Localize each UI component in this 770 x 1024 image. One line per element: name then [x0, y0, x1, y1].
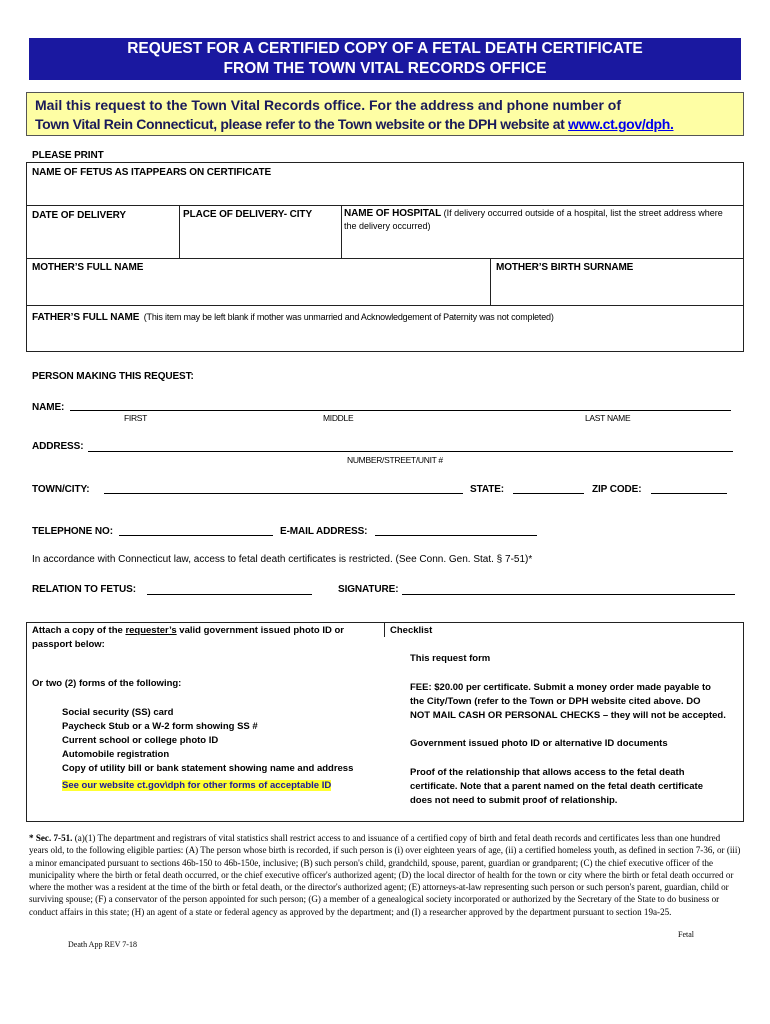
- place-of-delivery-label: PLACE OF DELIVERY- CITY: [183, 209, 313, 220]
- mail-notice-line-1: Mail this request to the Town Vital Records office. For the address and phone number of: [35, 97, 621, 113]
- signature-field[interactable]: [402, 594, 735, 595]
- name-of-fetus-label: NAME OF FETUS AS ITAPPEARS ON CERTIFICATE: [32, 167, 272, 178]
- state-label: STATE:: [470, 484, 505, 495]
- checklist-heading: Checklist: [390, 625, 433, 636]
- checklist-item-request-form: This request form: [410, 653, 491, 664]
- fee-line-3: NOT MAIL CASH OR PERSONAL CHECKS – they will not be accepted.: [410, 710, 726, 721]
- title-line-1: REQUEST FOR A CERTIFIED COPY OF A FETAL DEATH CERTIFICATE: [127, 40, 643, 57]
- attach-id-text-1: Attach a copy of the: [32, 625, 126, 636]
- revision-label-right: Fetal: [678, 930, 694, 939]
- list-item: Automobile registration: [62, 749, 170, 760]
- name-of-fetus-field[interactable]: [27, 180, 743, 204]
- relationship-line-1: Proof of the relationship that allows access to the fetal death: [410, 767, 685, 778]
- name-label: NAME:: [32, 402, 65, 413]
- name-of-hospital-label: NAME OF HOSPITAL: [344, 208, 442, 219]
- signature-label: SIGNATURE:: [338, 584, 399, 595]
- town-city-label: TOWN/CITY:: [32, 484, 90, 495]
- state-field[interactable]: [513, 493, 584, 494]
- telephone-label: TELEPHONE NO:: [32, 526, 113, 537]
- address-field[interactable]: [88, 451, 733, 452]
- attach-id-requester: requester’s: [125, 625, 177, 636]
- mothers-birth-surname-label: MOTHER’S BIRTH SURNAME: [496, 262, 634, 273]
- revision-label: Death App REV 7-18: [68, 940, 137, 949]
- last-name-caption: LAST NAME: [585, 413, 631, 423]
- dph-website-link[interactable]: www.ct.gov/dph.: [568, 116, 674, 132]
- mail-notice: [26, 92, 744, 136]
- mothers-full-name-label: MOTHER’S FULL NAME: [32, 262, 144, 273]
- name-field[interactable]: [70, 410, 731, 411]
- hospital-note: (If delivery occurred outside of a hospital, list the street address where the delivery occurred): [344, 208, 723, 231]
- mothers-full-name-field[interactable]: [27, 275, 488, 303]
- please-print-label: PLEASE PRINT: [32, 150, 104, 161]
- statute-section-label: * Sec. 7-51.: [29, 833, 73, 843]
- date-of-delivery-field[interactable]: [27, 222, 178, 256]
- mail-notice-line-2-pre: Town Vital Re: [35, 116, 121, 132]
- fathers-note: (This item may be left blank if mother was unmarried and Acknowledgement of Paternity was not completed): [143, 312, 554, 322]
- fee-line-1: FEE: $20.00 per certificate. Submit a money order made payable to: [410, 682, 711, 693]
- first-name-caption: FIRST: [124, 413, 148, 423]
- mothers-birth-surname-field[interactable]: [491, 275, 743, 303]
- list-item: Copy of utility bill or bank statement showing name and address: [62, 763, 354, 774]
- list-item: Paycheck Stub or a W-2 form showing SS #: [62, 721, 258, 732]
- name-of-hospital-field[interactable]: [341, 235, 743, 256]
- title-line-2: FROM THE TOWN VITAL RECORDS OFFICE: [223, 60, 547, 77]
- middle-name-caption: MIDDLE: [323, 413, 354, 423]
- acceptable-id-website-link[interactable]: See our website ct.gov\dph for other forms of acceptable ID: [62, 780, 332, 791]
- two-forms-label: Or two (2) forms of the following:: [32, 678, 182, 689]
- attach-id-text-3: passport below:: [32, 639, 105, 650]
- title-banner: [29, 38, 741, 80]
- relationship-line-2: certificate. Note that a parent named on the fetal death certificate: [410, 781, 703, 792]
- address-label: ADDRESS:: [32, 441, 84, 452]
- telephone-field[interactable]: [119, 535, 273, 536]
- list-item: Current school or college photo ID: [62, 735, 219, 746]
- email-label: E-MAIL ADDRESS:: [280, 526, 368, 537]
- zip-code-field[interactable]: [651, 493, 727, 494]
- zip-code-label: ZIP CODE:: [592, 484, 642, 495]
- fee-line-2: the City/Town (refer to the Town or DPH website cited above. DO: [410, 696, 701, 707]
- statute-text: (a)(1) The department and registrars of vital statistics shall restrict access to and issuance of a certified copy of birth and fetal death records and certificates less than one hundred years old, to the following eligible parties: (A) The person whose birth is recorded, if such person is (i) over eighteen years of age, (ii) a certified homeless youth, as defined in section 7-36, or (iii) a minor emancipated pursuant to sections 46b-150 to 46b-150e, inclusive; (B) such person's child, grandchild, spouse, parent, guardian or grandparent; (C) the chief executive officer of the municipality where the birth or fetal death occurred, or the chief executive officer's authorized agent; (D) the local director of health for the town or city where the birth or fetal death occurred or where the mother was a resident at the time of the birth or fetal death, or the director's authorized agent; (E) attorneys-at-law representing such person or such person's parent, guardian, child or surviving spouse; (F) a conservator of the person appointed for such person; (G) a member of a genealogical society incorporated or authorized by the Secretary of the State to do business or conduct affairs in this state; (H) an agent of a state or federal agency as approved by the department; and (I) a researcher approved by the department pursuant to section 19a-25.: [29, 833, 741, 917]
- email-field[interactable]: [375, 535, 537, 536]
- requester-heading: PERSON MAKING THIS REQUEST:: [32, 371, 194, 382]
- hospital-cell: [344, 207, 736, 233]
- attach-id-text-2: valid government issued photo ID or: [176, 625, 344, 636]
- address-caption: NUMBER/STREET/UNIT #: [347, 455, 443, 465]
- list-item: Social security (SS) card: [62, 707, 174, 718]
- town-city-field[interactable]: [104, 493, 463, 494]
- fathers-full-name-field[interactable]: [27, 322, 743, 350]
- checklist-item-relationship-proof: [410, 766, 740, 808]
- relation-to-fetus-field[interactable]: [147, 594, 312, 595]
- law-notice: In accordance with Connecticut law, access to fetal death certificates is restricted. (See Conn. Gen. Stat. § 7-51)*: [32, 554, 533, 565]
- checklist-item-fee: [410, 681, 740, 723]
- attach-id-instructions: [32, 624, 362, 652]
- statute-footnote: [29, 832, 741, 918]
- checklist-item-photo-id: Government issued photo ID or alternative ID documents: [410, 738, 668, 749]
- fathers-full-name-label: FATHER’S FULL NAME: [32, 312, 140, 323]
- date-of-delivery-label: DATE OF DELIVERY: [32, 210, 126, 221]
- mail-notice-line-2-mid: in Connecticut, please refer to the Town website or the DPH website at: [120, 116, 569, 132]
- place-of-delivery-field[interactable]: [179, 222, 339, 256]
- mail-notice-line-2: [35, 115, 735, 134]
- id-forms-list: [62, 706, 362, 793]
- relation-to-fetus-label: RELATION TO FETUS:: [32, 584, 136, 595]
- relationship-line-3: does not need to submit proof of relationship.: [410, 795, 618, 806]
